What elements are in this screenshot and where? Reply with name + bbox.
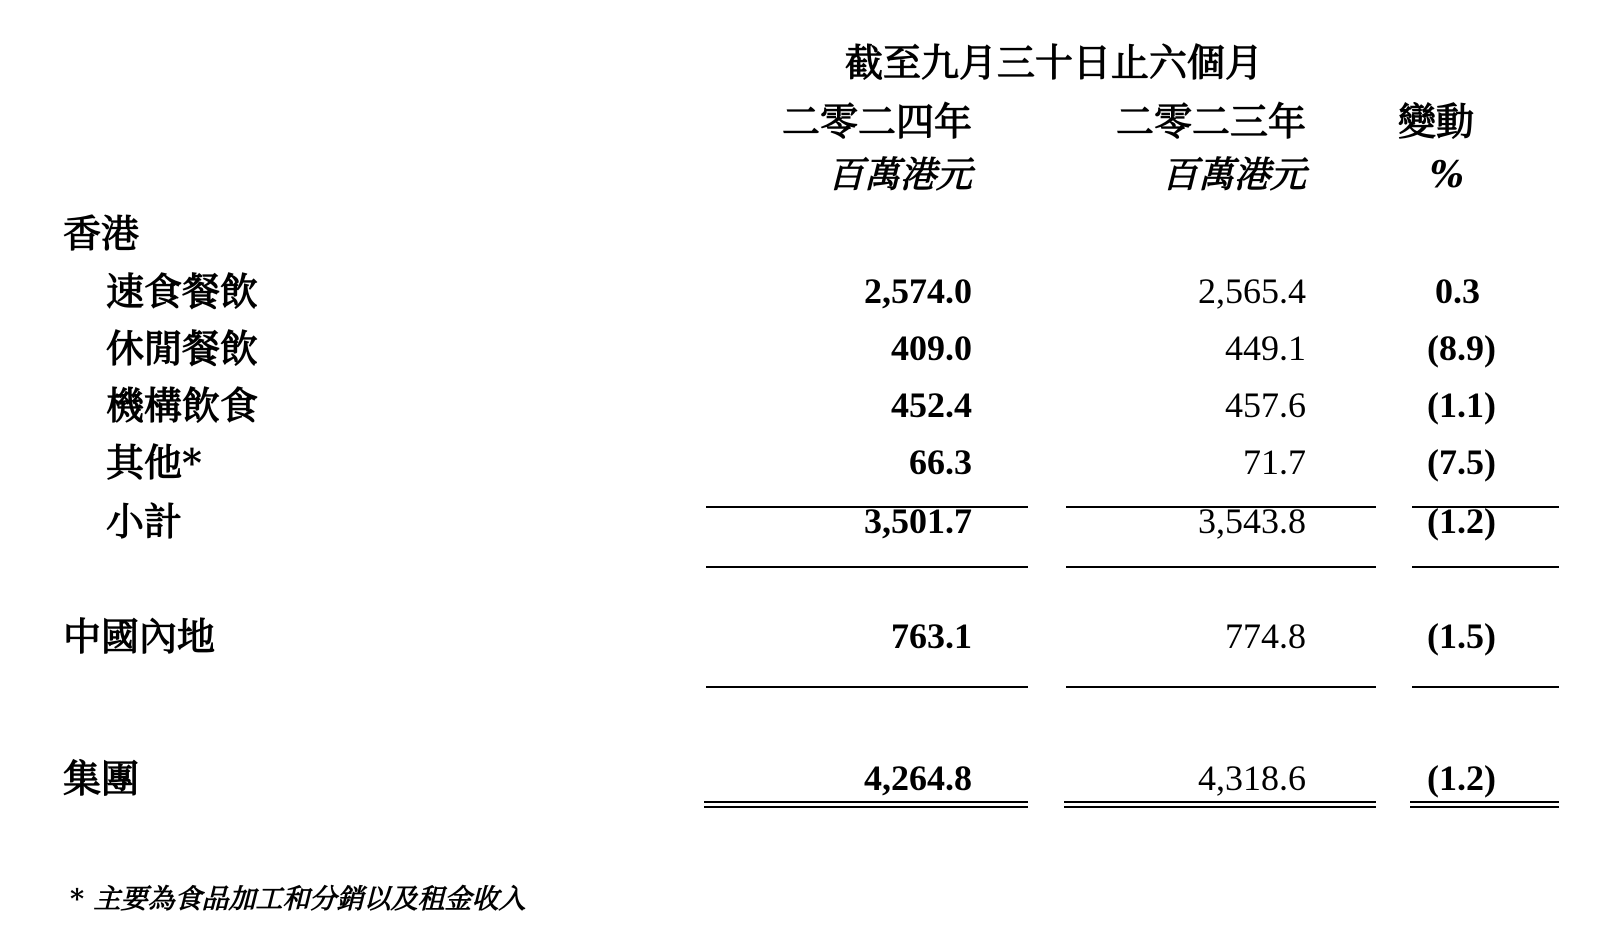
value-change: (8.9): [1427, 328, 1496, 368]
mainland-2023: 774.8: [1225, 616, 1306, 656]
double-rule-bottom-change: [1410, 806, 1559, 808]
group-2023: 4,318.6: [1198, 758, 1306, 798]
rule-below-subtotal-2024: [706, 566, 1028, 568]
column-header-2024: 二零二四年: [781, 99, 972, 144]
group-change: (1.2): [1427, 758, 1496, 798]
footnote: * 主要為食品加工和分銷以及租金收入: [70, 884, 526, 915]
double-rule-top-2024: [704, 801, 1028, 803]
subtotal-2024: 3,501.7: [864, 501, 972, 541]
row-label: 速食餐飲: [106, 269, 259, 314]
value-2023: 2,565.4: [1198, 271, 1306, 311]
unit-label-change: %: [1429, 154, 1464, 196]
unit-label-2024: 百萬港元: [827, 154, 972, 196]
mainland-2024: 763.1: [891, 616, 972, 656]
mainland-change: (1.5): [1427, 616, 1496, 656]
subtotal-change: (1.2): [1427, 501, 1496, 541]
column-header-change: 變動: [1397, 99, 1474, 144]
rule-below-subtotal-2023: [1066, 566, 1376, 568]
value-change: (7.5): [1427, 442, 1496, 482]
value-2024: 409.0: [891, 328, 972, 368]
double-rule-top-change: [1410, 801, 1559, 803]
value-change: 0.3: [1435, 271, 1480, 311]
value-2024: 66.3: [909, 442, 972, 482]
subtotal-label: 小計: [106, 499, 183, 544]
row-label: 其他*: [106, 440, 202, 485]
double-rule-bottom-2024: [704, 806, 1028, 808]
value-2024: 452.4: [891, 385, 972, 425]
value-2023: 449.1: [1225, 328, 1306, 368]
subtotal-2023: 3,543.8: [1198, 501, 1306, 541]
value-2023: 457.6: [1225, 385, 1306, 425]
rule-below-mainland-2024: [706, 686, 1028, 688]
column-header-2023: 二零二三年: [1115, 99, 1306, 144]
section-label-group: 集團: [63, 756, 140, 801]
row-label: 機構飲食: [106, 383, 259, 428]
unit-label-2023: 百萬港元: [1161, 154, 1306, 196]
value-change: (1.1): [1427, 385, 1496, 425]
rule-below-mainland-change: [1412, 686, 1559, 688]
group-2024: 4,264.8: [864, 758, 972, 798]
period-header: 截至九月三十日止六個月: [845, 40, 1264, 85]
double-rule-top-2023: [1064, 801, 1376, 803]
section-label-hong-kong: 香港: [63, 211, 140, 256]
value-2023: 71.7: [1243, 442, 1306, 482]
row-label: 休閒餐飲: [106, 326, 259, 371]
double-rule-bottom-2023: [1064, 806, 1376, 808]
value-2024: 2,574.0: [864, 271, 972, 311]
rule-below-mainland-2023: [1066, 686, 1376, 688]
rule-below-subtotal-change: [1412, 566, 1559, 568]
section-label-mainland: 中國內地: [63, 614, 216, 659]
